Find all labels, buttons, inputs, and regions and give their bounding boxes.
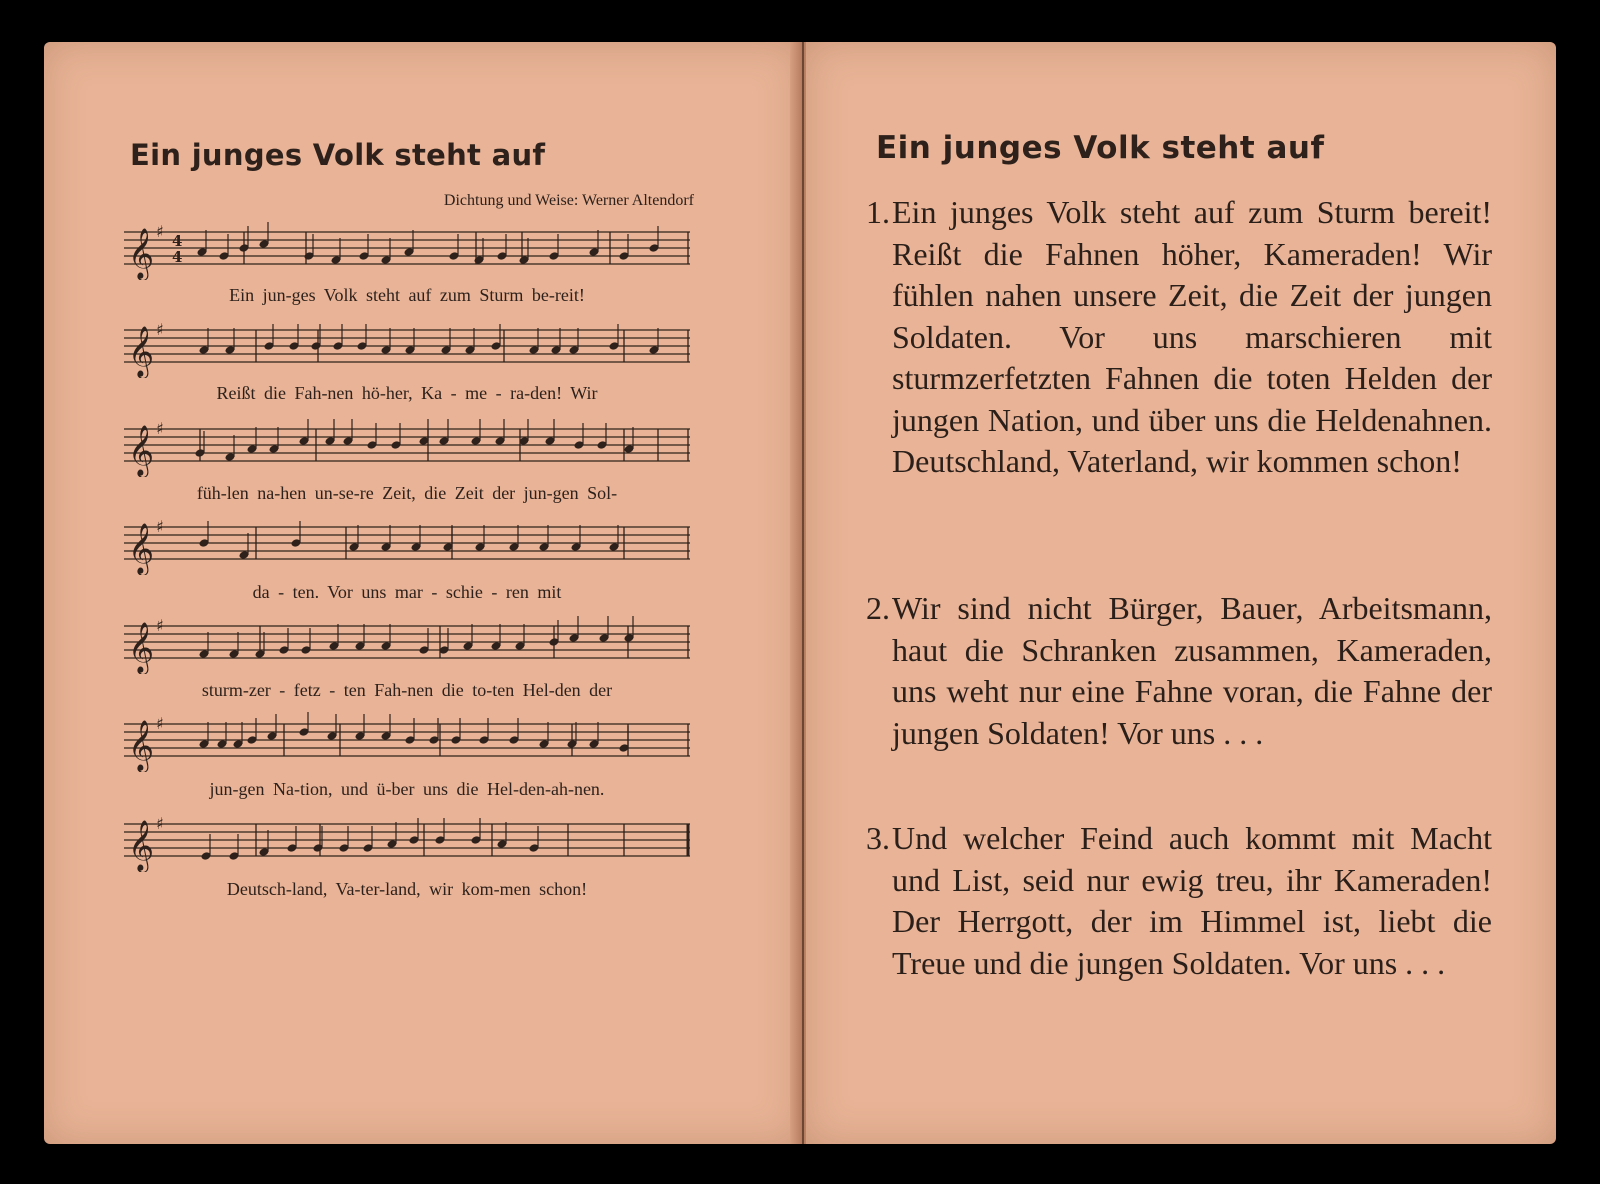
lyric-line-5: sturm-zer - fetz - ten Fah-nen die to-ten Hel-den der [201, 680, 613, 700]
songbook-spread [44, 42, 1556, 1144]
sharp-icon: ♯ [156, 419, 164, 438]
music-staff-4 [124, 515, 690, 575]
music-staff-3 [124, 417, 690, 477]
right-page [806, 42, 1556, 1144]
sharp-icon: ♯ [156, 517, 164, 536]
music-staff-2 [124, 318, 690, 378]
lyric-line-7: Deutsch-land, Va-ter-land, wir kom-men schon! [226, 879, 588, 899]
music-staff-7 [124, 812, 690, 872]
sharp-icon: ♯ [156, 320, 164, 339]
treble-clef-icon: 𝄞 [128, 228, 155, 279]
music-staff-6 [124, 712, 690, 772]
time-signature-denominator: 4 [172, 248, 183, 266]
treble-clef-icon: 𝄞 [128, 622, 155, 673]
time-signature-numerator: 4 [172, 232, 183, 250]
treble-clef-icon: 𝄞 [128, 425, 155, 476]
lyric-line-4: da - ten. Vor uns mar - schie - ren mit [252, 582, 562, 602]
treble-clef-icon: 𝄞 [128, 820, 155, 871]
song-title: Ein junges Volk steht auf [130, 138, 546, 172]
sharp-icon: ♯ [156, 616, 164, 635]
verse-3 [846, 818, 1492, 984]
lyric-line-6: jun-gen Na-tion, und ü-ber uns die Hel-den-ah-nen. [209, 779, 605, 799]
treble-clef-icon: 𝄞 [128, 523, 155, 574]
treble-clef-icon: 𝄞 [128, 326, 155, 377]
lyric-line-1: Ein jun-ges Volk steht auf zum Sturm be-reit! [229, 285, 585, 305]
sharp-icon: ♯ [156, 814, 164, 833]
music-staff-1 [124, 220, 690, 280]
verse-text: Und welcher Feind auch kommt mit Macht und List, seid nur ewig treu, ihr Kameraden! Der Herrgott, der im Himmel ist, liebt die Treue und die jungen Soldaten. Vor uns . . . [892, 820, 1492, 981]
sharp-icon: ♯ [156, 714, 164, 733]
lyric-line-3: füh-len na-hen un-se-re Zeit, die Zeit der jun-gen Sol- [196, 483, 618, 503]
treble-clef-icon: 𝄞 [128, 720, 155, 771]
verse-text: Wir sind nicht Bürger, Bauer, Arbeitsmann, haut die Schranken zusammen, Kameraden, uns weht nur eine Fahne voran, die Fahne der jungen Soldaten! Vor uns . . . [892, 590, 1492, 751]
music-staff-5 [124, 614, 690, 674]
verse-number: 2. [866, 590, 890, 626]
lyric-line-2: Reißt die Fah-nen hö-her, Ka - me - ra-den! Wir [216, 383, 598, 403]
verses-title: Ein junges Volk steht auf [876, 130, 1325, 166]
composer-credit: Dichtung und Weise: Werner Altendorf [443, 192, 694, 209]
verse-number: 3. [866, 820, 890, 856]
sharp-icon: ♯ [156, 222, 164, 241]
verse-text: Ein junges Volk steht auf zum Sturm bereit! Reißt die Fahnen höher, Kameraden! Wir fühlen nahen unsere Zeit, die Zeit der jungen Soldaten. Vor uns marschieren mit sturmzerfetzten Fahnen die toten Helden der jungen Nation, und über uns die Heldenahnen. Deutschland, Vaterland, wir kommen schon! [892, 194, 1492, 479]
verse-number: 1. [866, 194, 890, 230]
verse-2 [846, 588, 1492, 754]
verse-1 [846, 192, 1492, 483]
left-page [44, 42, 800, 1144]
